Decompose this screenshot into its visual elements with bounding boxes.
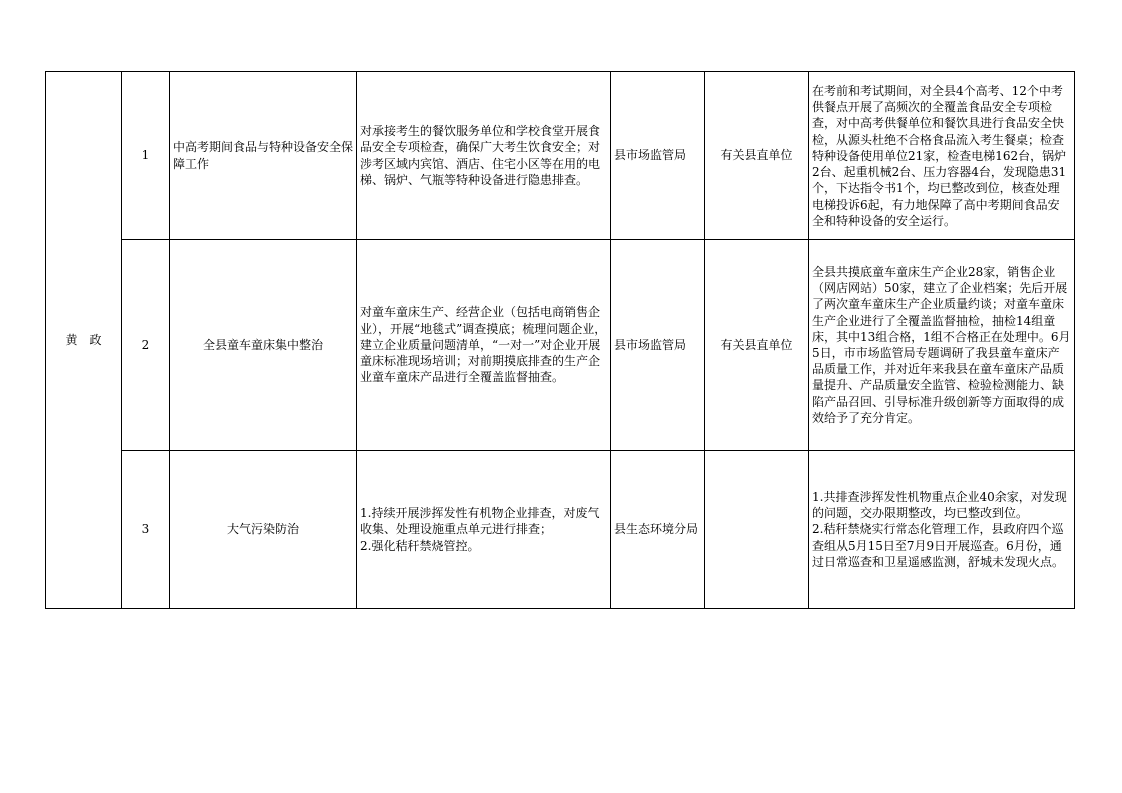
responsible-unit: 县生态环境分局 (611, 451, 705, 609)
result-line: 1.共排查涉挥发性机物重点企业40余家，对发现的问题，交办限期整改，均已整改到位。 (812, 489, 1067, 521)
measure-line: 1.持续开展涉挥发性有机物企业排查，对废气收集、处理设施重点单元进行排查； (360, 506, 600, 537)
task-name: 大气污染防治 (170, 451, 357, 609)
measure-line: 2.强化秸秆禁烧管控。 (360, 538, 480, 553)
result-line: 2.秸秆禁烧实行常态化管理工作，县政府四个巡查组从5月15日至7月9日开展巡查。6月份，通过日常巡查和卫星遥感监测，舒城未发现火点。 (812, 522, 1065, 569)
table-row (46, 451, 1075, 609)
row-number: 1 (122, 72, 170, 240)
cooperating-unit: 有关县直单位 (705, 240, 809, 451)
task-result: 全县共摸底童车童床生产企业28家，销售企业（网店网站）50家，建立了企业档案；先后开展了两次童车童床生产企业质量约谈；对童车童床生产企业进行了全覆盖监督抽检，抽检14组童床，其中13组合格，1组不合格正在处理中。6月5日，市市场监管局专题调研了我县童车童床产品质量工作，并对近年来我县在童车童床产品质量提升、产品质量安全监管、检验检测能力、缺陷产品召回、引导标准升级创新等方面取得的成效给予了充分肯定。 (809, 240, 1075, 451)
cooperating-unit: 有关县直单位 (705, 72, 809, 240)
task-measures: 对承接考生的餐饮服务单位和学校食堂开展食品安全专项检查，确保广大考生饮食安全；对涉考区域内宾馆、酒店、住宅小区等在用的电梯、锅炉、气瓶等特种设备进行隐患排查。 (357, 72, 611, 240)
row-number: 3 (122, 451, 170, 609)
table-row (46, 240, 1075, 451)
task-measures (357, 451, 611, 609)
department-cell: 黄 政 (46, 72, 122, 609)
work-table (45, 71, 1075, 609)
task-name: 全县童车童床集中整治 (170, 240, 357, 451)
responsible-unit: 县市场监管局 (611, 72, 705, 240)
row-number: 2 (122, 240, 170, 451)
task-result: 在考前和考试期间，对全县4个高考、12个中考供餐点开展了高频次的全覆盖食品安全专项检查，对中高考供餐单位和餐饮具进行食品安全快检，从源头杜绝不合格食品流入考生餐桌；检查特种设备使用单位21家，检查电梯162台，锅炉2台、起重机械2台、压力容器4台，发现隐患31个，下达指令书1个，均已整改到位，核查处理电梯投诉6起，有力地保障了高中考期间食品安全和特种设备的安全运行。 (809, 72, 1075, 240)
table-row (46, 72, 1075, 240)
cooperating-unit (705, 451, 809, 609)
responsible-unit: 县市场监管局 (611, 240, 705, 451)
task-name: 中高考期间食品与特种设备安全保障工作 (170, 72, 357, 240)
task-result (809, 451, 1075, 609)
task-measures: 对童车童床生产、经营企业（包括电商销售企业），开展“地毯式”调查摸底；梳理问题企业，建立企业质量问题清单，“一对一”对企业开展童床标准现场培训；对前期摸底排查的生产企业童车童床产品进行全覆盖监督抽查。 (357, 240, 611, 451)
